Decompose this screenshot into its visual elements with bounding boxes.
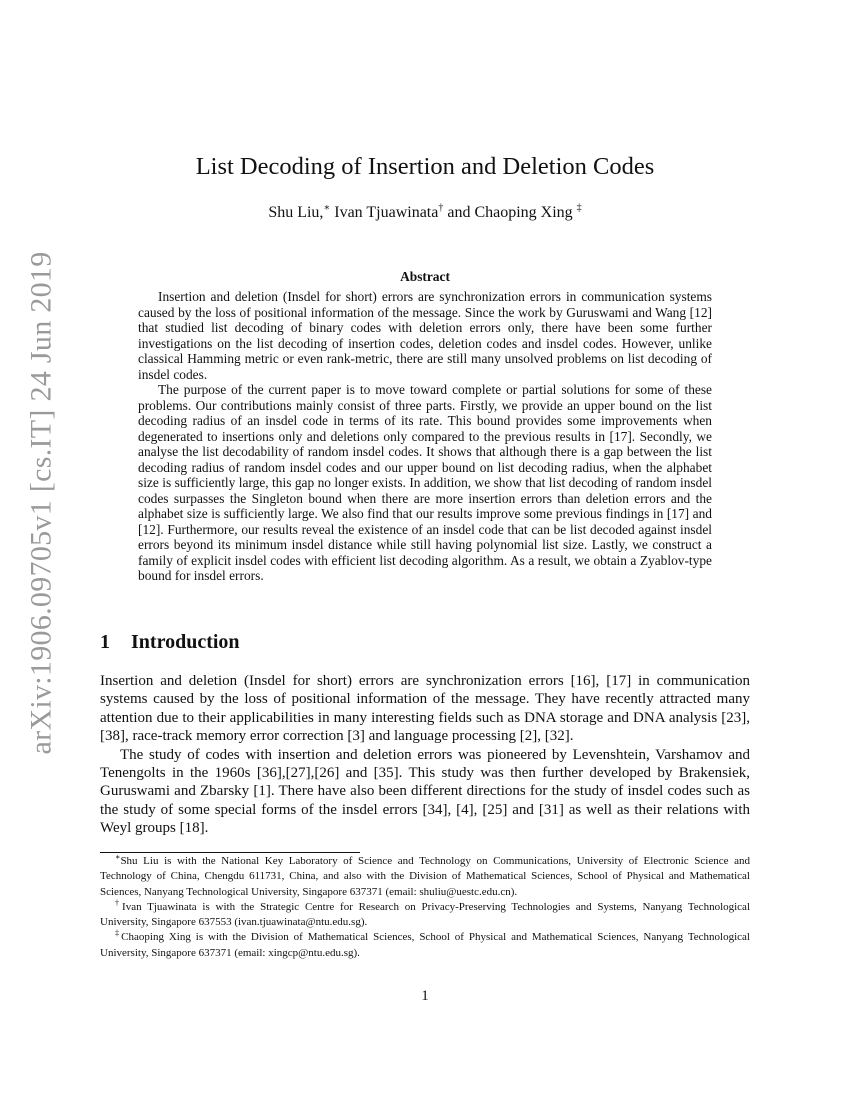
author-shu-liu: Shu Liu,	[268, 204, 324, 221]
arxiv-identifier: arXiv:1906.09705v1 [cs.IT] 24 Jun 2019	[24, 251, 58, 755]
paper-title: List Decoding of Insertion and Deletion Codes	[195, 153, 655, 180]
footnote	[100, 854, 750, 900]
abstract-body	[138, 289, 712, 584]
author-line	[100, 202, 750, 224]
abstract-heading: Abstract	[400, 269, 450, 284]
section-title: Introduction	[131, 631, 240, 653]
page-number: 1	[421, 988, 429, 1004]
footnote-text: Shu Liu is with the National Key Laboratory of Science and Technology on Communications, University of Electronic Science and Technology of China, Chengdu 611731, China, and also with the Division of Mathematical Sciences, School of Physical and Mathematical Sciences, Nanyang Technological University, Singapore 637371 (email: shuliu@uestc.edu.cn).	[100, 855, 750, 898]
introduction-body	[100, 672, 750, 838]
author-footnote-mark: ‡	[576, 202, 582, 214]
arxiv-watermark	[13, 251, 69, 755]
footnote-mark: ‡	[115, 928, 122, 938]
author-ivan-tjuawinata: Ivan Tjuawinata	[334, 204, 439, 221]
footnote-mark: †	[115, 898, 123, 908]
footnote-divider	[100, 852, 360, 853]
footnote	[100, 930, 750, 961]
footnote	[100, 900, 750, 931]
author-chaoping-xing: and Chaoping Xing	[443, 204, 577, 221]
section-heading	[100, 629, 240, 655]
author-footnote-mark: †	[438, 202, 444, 214]
footnote-text: Ivan Tjuawinata is with the Strategic Centre for Research on Privacy-Preserving Technologies and Systems, Nanyang Technological University, Singapore 637553 (ivan.tjuawinata@ntu.edu.sg).	[100, 900, 750, 929]
body-paragraph: The study of codes with insertion and deletion errors was pioneered by Levenshtein, Varshamov and Tenengolts in the 1960s [36],[27],[26] and [35]. This study was then further developed by Brakensiek, Guruswami and Zbarsky [1]. There have also been different directions for the study of insdel codes such as the study of some special forms of the insdel errors [34], [4], [25] and [31] as well as their relations with Weyl groups [18].	[100, 746, 750, 837]
section-number: 1	[100, 631, 110, 653]
abstract-paragraph: Insertion and deletion (Insdel for short) errors are synchronization errors in communication systems caused by the loss of positional information of the message. Since the work by Guruswami and Wang [12] that studied list decoding of binary codes with deletion errors only, there have been some further investigations on the list decoding of insertion codes, deletion codes and insdel codes. However, unlike classical Hamming metric or even rank-metric, there are still many unsolved problems on list decoding of insdel codes.	[138, 289, 712, 382]
footnotes	[100, 854, 750, 961]
abstract-paragraph: The purpose of the current paper is to move toward complete or partial solutions for some of these problems. Our contributions mainly consist of three parts. Firstly, we provide an upper bound on the list decoding radius of an insdel code in terms of its rate. This bound provides some improvements when degenerated to insertions only and deletions only compared to the previous results in [17]. Secondly, we analyse the list decodability of random insdel codes. It shows that although there is a gap between the list decoding radius of random insdel codes and our upper bound on list decoding radius, when the alphabet size is sufficiently large, this gap no longer exists. In addition, we show that list decoding of random insdel codes surpasses the Singleton bound when there are more insertion errors than deletion errors and the alphabet size is sufficiently large. We also find that our results improve some previous findings in [17] and [12]. Furthermore, our results reveal the existence of an insdel code that can be list decoded against insdel errors beyond its minimum insdel distance while still having polynomial list size. Lastly, we construct a family of explicit insdel codes with efficient list decoding algorithm. As a result, we obtain a Zyablov-type bound for insdel errors.	[138, 382, 712, 583]
footnote-text: Chaoping Xing is with the Division of Mathematical Sciences, School of Physical and Mathematical Sciences, Nanyang Technological University, Singapore 637371 (email: xingcp@ntu.edu.sg).	[100, 931, 750, 959]
body-paragraph: Insertion and deletion (Insdel for short) errors are synchronization errors [16], [17] in communication systems caused by the loss of positional information of the message. They have recently attracted many attention due to their applicabilities in many interesting fields such as DNA storage and DNA analysis [23], [38], race-track memory error correction [3] and language processing [2], [32].	[100, 673, 750, 745]
footnote-mark: ∗	[115, 852, 121, 862]
author-footnote-mark: ∗	[323, 202, 331, 214]
